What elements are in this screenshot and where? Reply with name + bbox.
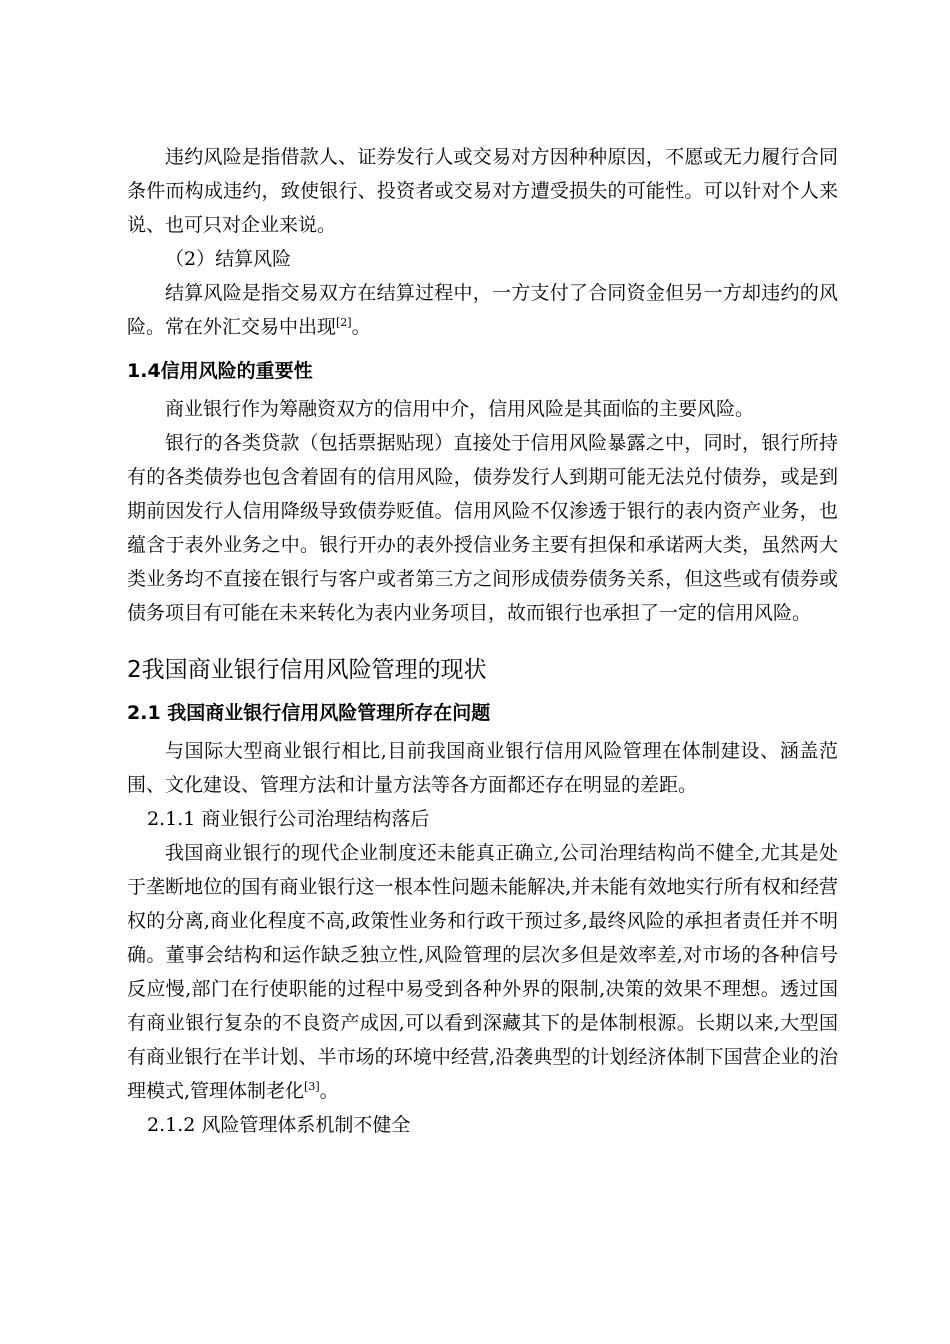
heading-settlement-risk: （2）结算风险 bbox=[165, 248, 292, 270]
paragraph-settlement-risk bbox=[127, 276, 838, 344]
paragraph-end: 。 bbox=[319, 1080, 339, 1102]
paragraph-comparison: 与国际大型商业银行相比,目前我国商业银行信用风险管理在体制建设、涵盖范围、文化建设、管理方法和计量方法等各方面都还存在明显的差距。 bbox=[127, 740, 838, 796]
heading-2-1: 2.1 我国商业银行信用风险管理所存在问题 bbox=[127, 702, 491, 724]
citation-ref: [3] bbox=[304, 1080, 320, 1093]
heading-section-2: 2我国商业银行信用风险管理的现状 bbox=[127, 657, 487, 683]
heading-2-1-2: 2.1.2 风险管理体系机制不健全 bbox=[147, 1114, 411, 1136]
paragraph-bank-loans: 银行的各类贷款（包括票据贴现）直接处于信用风险暴露之中，同时，银行所持有的各类债券也包含着固有的信用风险，债券发行人到期可能无法兑付债券，或是到期前因发行人信用降级导致债券贬值。信用风险不仅渗透于银行的表内资产业务，也蕴含于表外业务之中。银行开办的表外授信业务主要有担保和承诺两大类，虽然两大类业务均不直接在银行与客户或者第三方之间形成债券债务关系，但这些或有债券或债务项目有可能在未来转化为表内业务项目，故而银行也承担了一定的信用风险。 bbox=[127, 432, 838, 624]
paragraph-text: 结算风险是指交易双方在结算过程中，一方支付了合同资金但另一方却违约的风险。常在外汇交易中出现 bbox=[127, 282, 838, 338]
heading-2-1-1: 2.1.1 商业银行公司治理结构落后 bbox=[147, 808, 430, 830]
paragraph-text: 我国商业银行的现代企业制度还未能真正确立,公司治理结构尚不健全,尤其是处于垄断地位的国有商业银行这一根本性问题未能解决,并未能有效地实行所有权和经营权的分离,商业化程度不高,政策性业务和行政干预过多,最终风险的承担者责任并不明确。董事会结构和运作缺乏独立性,风险管理的层次多但是效率差,对市场的各种信号反应慢,部门在行使职能的过程中易受到各种外界的限制,决策的效果不理想。透过国有商业银行复杂的不良资产成因,可以看到深藏其下的是体制根源。长期以来,大型国有商业银行在半计划、半市场的环境中经营,沿袭典型的计划经济体制下国营企业的治理模式,管理体制老化 bbox=[127, 842, 838, 1102]
citation-ref: [2] bbox=[336, 316, 352, 329]
paragraph-default-risk: 违约风险是指借款人、证券发行人或交易对方因种种原因，不愿或无力履行合同条件而构成违约，致使银行、投资者或交易对方遭受损失的可能性。可以针对个人来说、也可只对企业来说。 bbox=[127, 146, 838, 236]
paragraph-end: 。 bbox=[351, 316, 371, 338]
paragraph-governance bbox=[127, 836, 838, 1108]
heading-1-4: 1.4信用风险的重要性 bbox=[127, 360, 313, 382]
paragraph-credit-intermediary: 商业银行作为筹融资双方的信用中介，信用风险是其面临的主要风险。 bbox=[165, 398, 755, 420]
